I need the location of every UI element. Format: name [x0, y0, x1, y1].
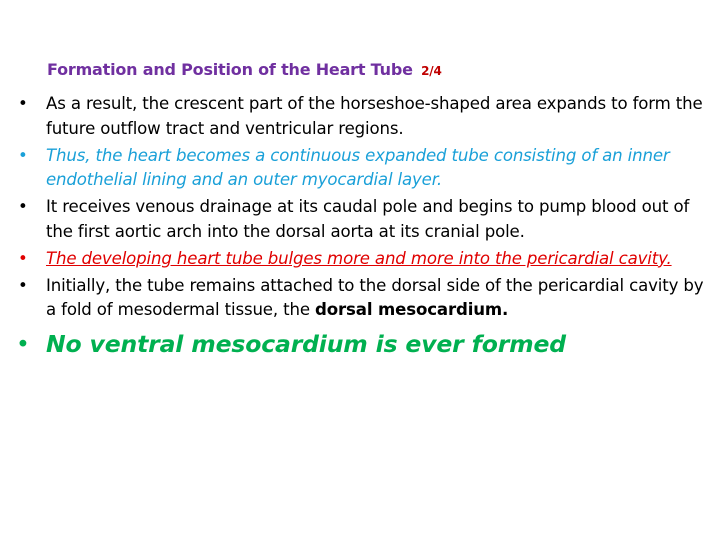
bullet-item-1 [0, 92, 728, 142]
bullet-item-2 [0, 144, 728, 194]
bullet-text-6: No ventral mesocardium is ever formed [46, 330, 566, 359]
bullet-item-3 [0, 195, 728, 245]
bullet-text-4: The developing heart tube bulges more and more into the pericardial cavity. [46, 248, 672, 268]
bullet-list [0, 92, 728, 363]
bullet-text-5-bold-term: dorsal mesocardium. [315, 300, 509, 320]
bullet-text-1: As a result, the crescent part of the horseshoe-shaped area expands to form the future outflow tract and ventricular regions. [46, 94, 703, 138]
bullet-marker: • [18, 145, 28, 165]
bullet-marker: • [16, 330, 30, 359]
slide-title-text: Formation and Position of the Heart Tube [47, 60, 413, 79]
slide-title [47, 60, 442, 79]
bullet-text-5-plain: Initially, the tube remains attached to the dorsal side of the pericardial cavity by a fold of mesodermal tissue, the [46, 275, 704, 320]
bullet-text-3: It receives venous drainage at its caudal pole and begins to pump blood out of the first aortic arch into the dorsal aorta at its cranial pole. [46, 197, 690, 241]
bullet-text-2: Thus, the heart becomes a continuous expanded tube consisting of an inner endothelial lining and an outer myocardial layer. [46, 145, 670, 190]
bullet-item-6 [0, 327, 728, 361]
bullet-item-4 [0, 247, 728, 272]
page-indicator: 2/4 [421, 64, 442, 78]
bullet-marker: • [18, 197, 28, 217]
bullet-marker: • [18, 248, 28, 268]
bullet-marker: • [18, 275, 28, 295]
bullet-text-5 [46, 276, 703, 320]
bullet-marker: • [18, 94, 28, 113]
bullet-item-5 [0, 274, 728, 324]
